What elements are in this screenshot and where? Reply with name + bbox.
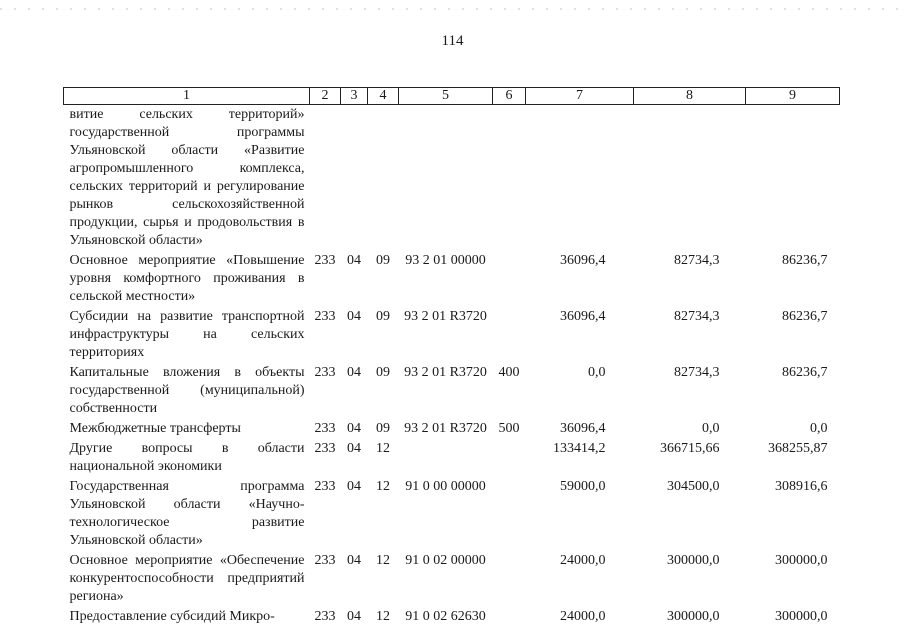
cell-c9: 308916,6 <box>775 479 828 494</box>
table-row <box>64 308 840 364</box>
cell-c4: 09 <box>376 309 390 324</box>
cell-c8: 366715,66 <box>660 441 720 456</box>
cell-c2: 233 <box>314 553 336 568</box>
cell-c3: 04 <box>347 365 361 380</box>
cell-c6 <box>493 252 526 308</box>
table-row <box>64 364 840 420</box>
row-name: витие сельских территорий» государственной программы Ульяновской области «Развитие агропромышленного комплекса, сельских территорий и регулирование рынков сельскохозяйственной продукции, сырья и продовольствия в Ульяновской области» <box>69 107 305 248</box>
row-name: Межбюджетные трансферты <box>69 421 241 436</box>
table-header-row <box>64 88 840 105</box>
cell-c9: 86236,7 <box>782 365 828 380</box>
table-row <box>64 420 840 440</box>
cell-c2 <box>310 105 341 253</box>
cell-c7: 36096,4 <box>560 309 606 324</box>
cell-c5: 93 2 01 R3720 <box>404 421 487 436</box>
cell-c7: 24000,0 <box>560 553 606 568</box>
cell-c8: 0,0 <box>702 421 720 436</box>
cell-c8: 300000,0 <box>667 609 720 624</box>
table-row <box>64 552 840 608</box>
column-header: 9 <box>746 88 840 105</box>
cell-c5: 91 0 02 62630 <box>405 609 486 624</box>
cell-c5 <box>399 440 493 478</box>
row-name: Основное мероприятие «Обеспечение конкурентоспособности предприятий региона» <box>69 553 305 604</box>
cell-c6 <box>493 608 526 628</box>
cell-c4: 09 <box>376 365 390 380</box>
budget-table <box>63 87 840 628</box>
cell-c3 <box>341 105 368 253</box>
cell-c8: 82734,3 <box>674 365 720 380</box>
cell-c7: 36096,4 <box>560 421 606 436</box>
table-row <box>64 478 840 552</box>
page-number: 114 <box>441 33 464 49</box>
table-row <box>64 252 840 308</box>
cell-c3: 04 <box>347 609 361 624</box>
cell-c9: 300000,0 <box>775 609 828 624</box>
scan-noise <box>0 8 905 10</box>
column-header: 6 <box>493 88 526 105</box>
cell-c4: 12 <box>376 479 390 494</box>
cell-c6 <box>493 478 526 552</box>
cell-c2: 233 <box>314 253 336 268</box>
cell-c2: 233 <box>314 609 336 624</box>
column-header: 7 <box>526 88 634 105</box>
cell-c2: 233 <box>314 421 336 436</box>
cell-c9: 86236,7 <box>782 309 828 324</box>
cell-c7: 0,0 <box>588 365 606 380</box>
cell-c5: 91 0 00 00000 <box>405 479 486 494</box>
cell-c9: 86236,7 <box>782 253 828 268</box>
cell-c5: 93 2 01 R3720 <box>404 309 487 324</box>
cell-c8: 300000,0 <box>667 553 720 568</box>
cell-c2: 233 <box>314 441 336 456</box>
cell-c6 <box>493 105 526 253</box>
cell-c7 <box>526 105 634 253</box>
row-name: Субсидии на развитие транспортной инфраструктуры на сельских территориях <box>69 309 305 360</box>
cell-c7: 36096,4 <box>560 253 606 268</box>
cell-c5 <box>399 105 493 253</box>
cell-c5: 93 2 01 R3720 <box>404 365 487 380</box>
cell-c4: 12 <box>376 441 390 456</box>
cell-c8: 304500,0 <box>667 479 720 494</box>
cell-c2: 233 <box>314 479 336 494</box>
cell-c3: 04 <box>347 479 361 494</box>
cell-c6 <box>493 552 526 608</box>
cell-c2: 233 <box>314 309 336 324</box>
cell-c9: 0,0 <box>810 421 828 436</box>
column-header: 5 <box>399 88 493 105</box>
row-name: Другие вопросы в области национальной экономики <box>69 441 305 474</box>
table-row <box>64 440 840 478</box>
cell-c3: 04 <box>347 553 361 568</box>
cell-c5: 93 2 01 00000 <box>405 253 486 268</box>
column-header: 4 <box>368 88 399 105</box>
cell-c7: 59000,0 <box>560 479 606 494</box>
cell-c3: 04 <box>347 309 361 324</box>
cell-c6: 400 <box>498 365 520 380</box>
cell-c4: 12 <box>376 609 390 624</box>
cell-c8 <box>634 105 746 253</box>
cell-c7: 133414,2 <box>553 441 606 456</box>
row-name: Государственная программа Ульяновской области «Научно-технологическое развитие Ульяновской области» <box>69 479 305 548</box>
cell-c4 <box>368 105 399 253</box>
cell-c7: 24000,0 <box>560 609 606 624</box>
cell-c2: 233 <box>314 365 336 380</box>
cell-c5: 91 0 02 00000 <box>405 553 486 568</box>
row-name: Капитальные вложения в объекты государственной (муниципальной) собственности <box>69 365 305 416</box>
cell-c6: 500 <box>498 421 520 436</box>
cell-c6 <box>493 308 526 364</box>
row-name: Основное мероприятие «Повышение уровня комфортного проживания в сельской местности» <box>69 253 305 304</box>
cell-c3: 04 <box>347 441 361 456</box>
column-header: 1 <box>64 88 310 105</box>
cell-c4: 12 <box>376 553 390 568</box>
table-row <box>64 105 840 253</box>
cell-c4: 09 <box>376 421 390 436</box>
cell-c9: 300000,0 <box>775 553 828 568</box>
cell-c3: 04 <box>347 253 361 268</box>
cell-c9 <box>746 105 840 253</box>
column-header: 2 <box>310 88 341 105</box>
cell-c4: 09 <box>376 253 390 268</box>
table-row <box>64 608 840 628</box>
cell-c3: 04 <box>347 421 361 436</box>
cell-c8: 82734,3 <box>674 309 720 324</box>
column-header: 3 <box>341 88 368 105</box>
cell-c6 <box>493 440 526 478</box>
column-header: 8 <box>634 88 746 105</box>
row-name: Предоставление субсидий Микро- <box>69 609 275 624</box>
cell-c8: 82734,3 <box>674 253 720 268</box>
cell-c9: 368255,87 <box>768 441 828 456</box>
